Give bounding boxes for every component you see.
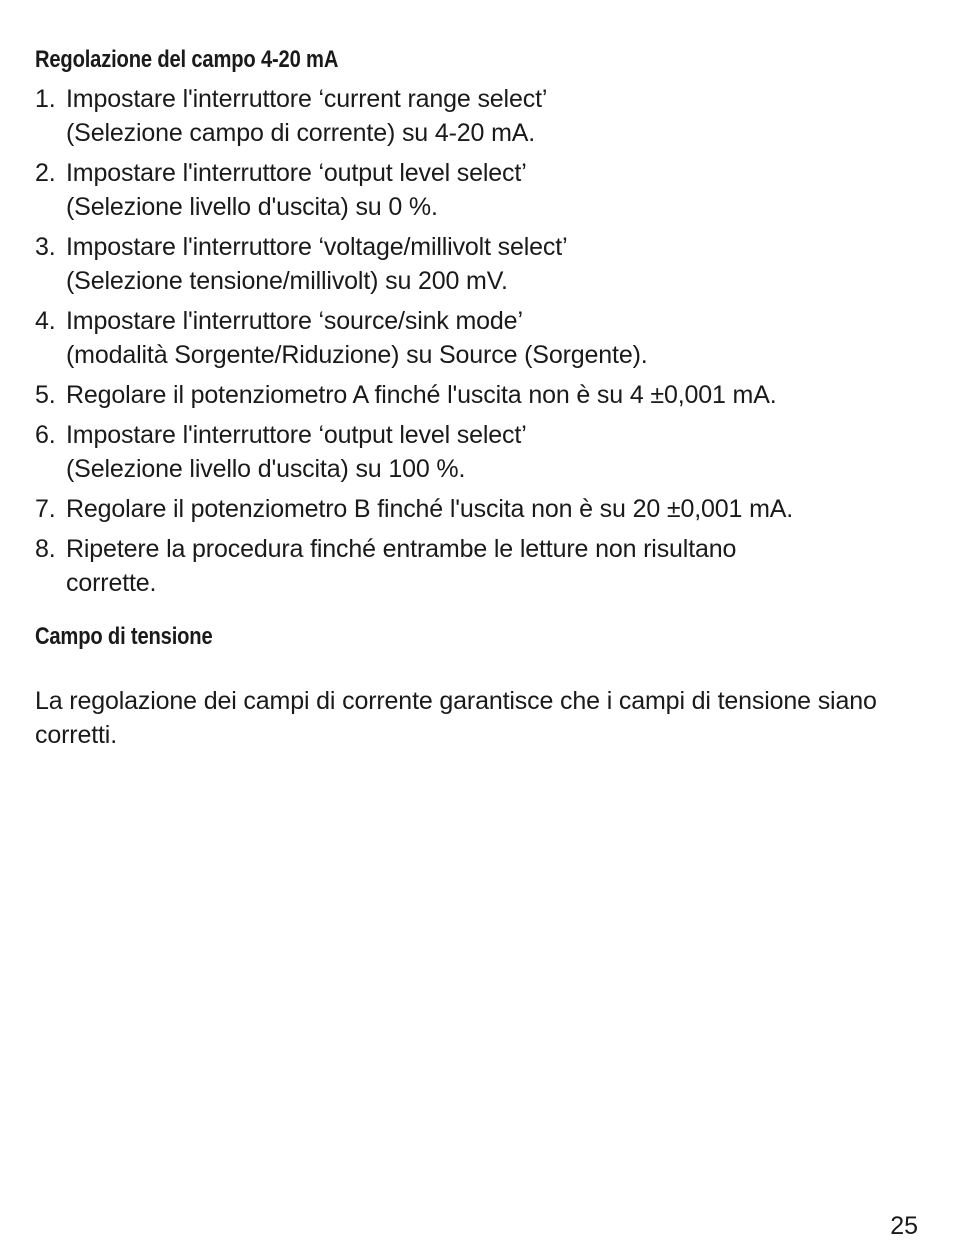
step-text: Regolare il potenziometro B finché l'uscita non è su 20 ±0,001 mA. [66, 495, 794, 523]
procedure-step [35, 418, 930, 486]
step-text: Impostare l'interruttore ‘current range select’ (Selezione campo di corrente) su 4-20 mA. [66, 85, 548, 147]
step-text: Ripetere la procedura finché entrambe le letture non risultano corrette. [66, 535, 737, 597]
step-number: 1. [35, 85, 56, 113]
step-text: Impostare l'interruttore ‘source/sink mode’ (modalità Sorgente/Riduzione) su Source (Sorgente). [66, 307, 648, 369]
step-number: 6. [35, 421, 56, 449]
procedure-step [35, 532, 930, 600]
procedure-step [35, 304, 930, 372]
step-number: 8. [35, 535, 56, 563]
step-text: Impostare l'interruttore ‘output level select’ (Selezione livello d'uscita) su 100 %. [66, 421, 527, 483]
section-heading-range-adjustment: Regolazione del campo 4-20 mA [35, 46, 339, 73]
procedure-step [35, 378, 930, 412]
section-body-paragraph: La regolazione dei campi di corrente garantisce che i campi di tensione siano corretti. [35, 687, 877, 749]
procedure-step [35, 156, 930, 224]
step-number: 5. [35, 381, 56, 409]
procedure-steps-list [35, 82, 930, 606]
procedure-step [35, 492, 930, 526]
step-number: 4. [35, 307, 56, 335]
step-number: 2. [35, 159, 56, 187]
section-heading-voltage-range: Campo di tensione [35, 623, 213, 650]
step-number: 7. [35, 495, 56, 523]
procedure-step [35, 82, 930, 150]
step-number: 3. [35, 233, 56, 261]
step-text: Regolare il potenziometro A finché l'uscita non è su 4 ±0,001 mA. [66, 381, 777, 409]
procedure-step [35, 230, 930, 298]
step-text: Impostare l'interruttore ‘output level select’ (Selezione livello d'uscita) su 0 %. [66, 159, 527, 221]
step-text: Impostare l'interruttore ‘voltage/millivolt select’ (Selezione tensione/millivolt) su 200 mV. [66, 233, 568, 295]
page-number: 25 [890, 1212, 918, 1240]
